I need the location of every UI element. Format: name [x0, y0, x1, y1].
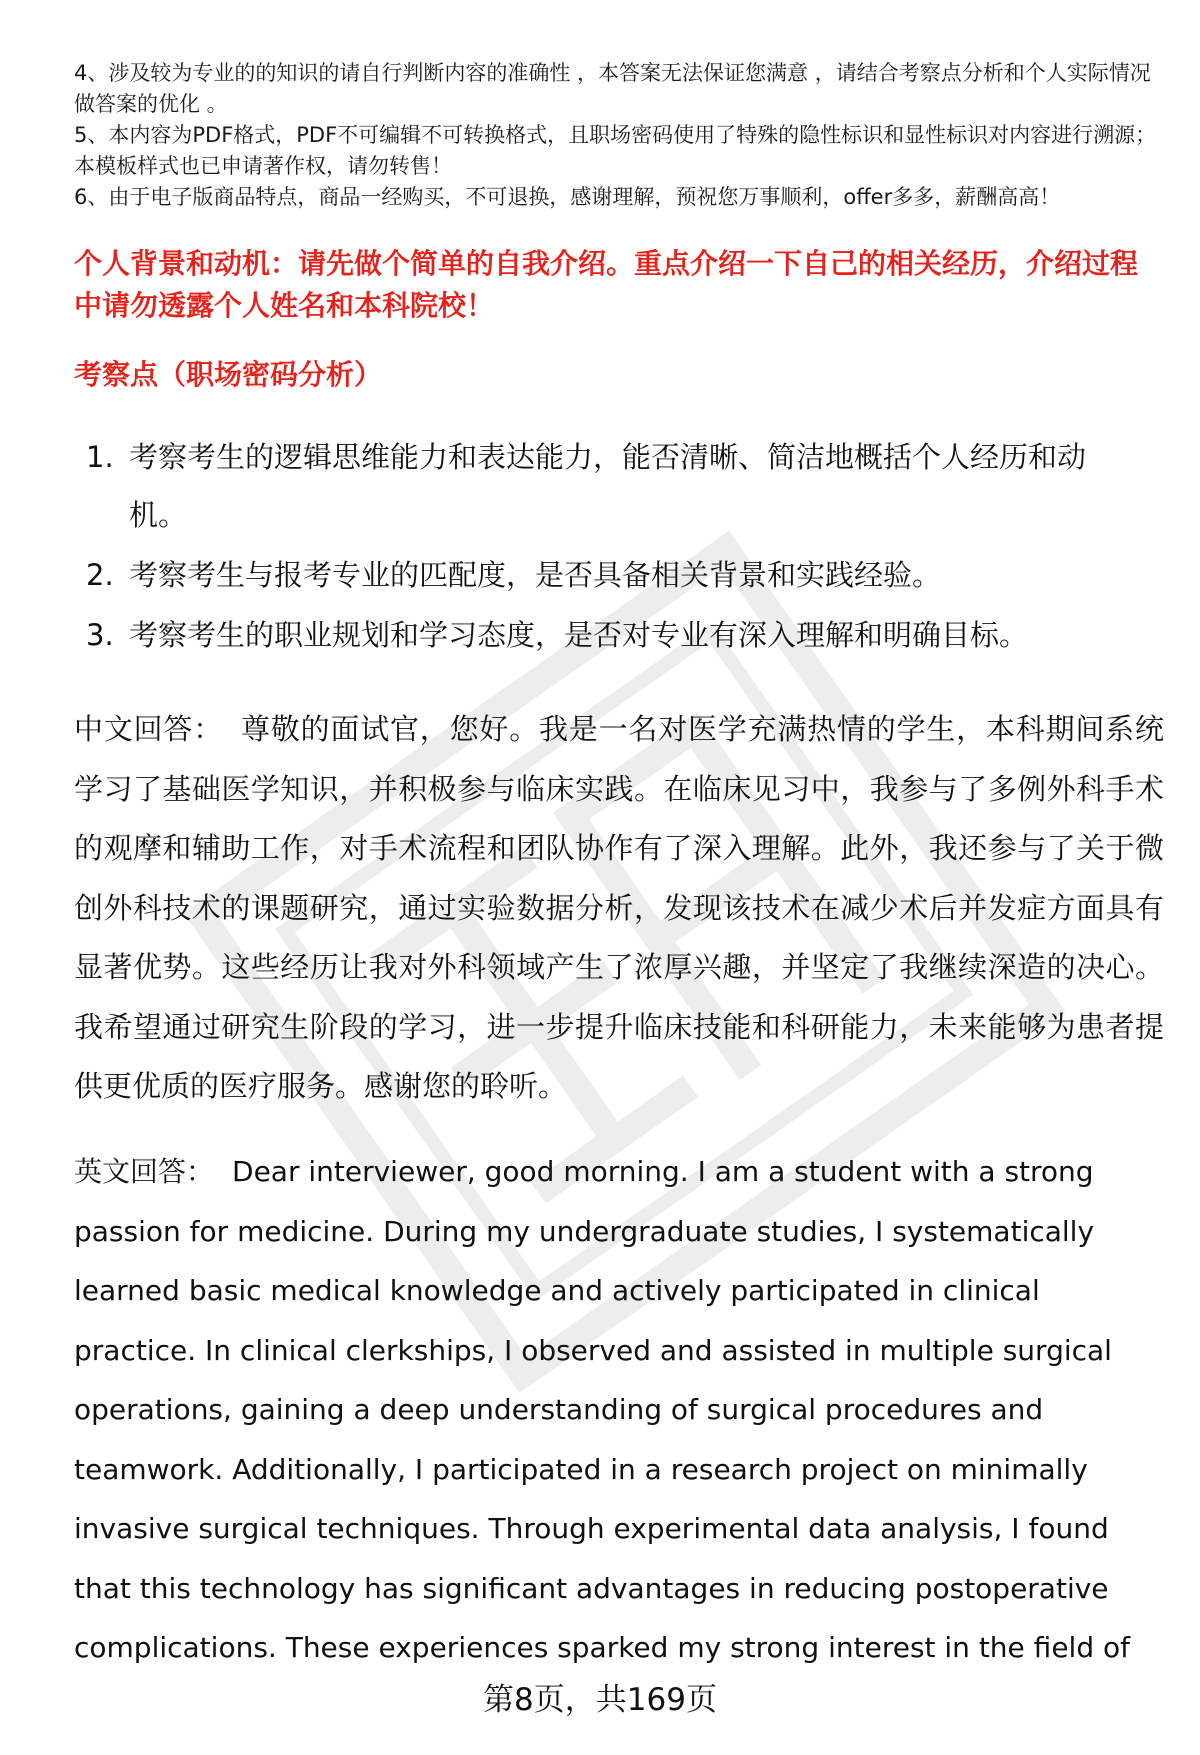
list-item-number: 1. — [86, 440, 114, 474]
list-item-text: 考察考生与报考专业的匹配度，是否具备相关背景和实践经验。 — [129, 558, 942, 592]
page-number: 第8页，共169页 — [483, 1682, 717, 1718]
chinese-answer-label: 中文回答： — [74, 712, 223, 746]
note-item: 5、本内容为PDF格式，PDF不可编辑不可转换格式，且职场密码使用了特殊的隐性标识和显性标识对内容进行溯源；本模板样式也已申请著作权，请勿转售！ — [74, 123, 1157, 178]
assessment-points-list — [74, 428, 1134, 666]
list-item — [74, 546, 1134, 604]
chinese-answer — [74, 700, 1164, 1117]
chinese-answer-text: 尊敬的面试官，您好。我是一名对医学充满热情的学生，本科期间系统学习了基础医学知识，并积极参与临床实践。在临床见习中，我参与了多例外科手术的观摩和辅助工作，对手术流程和团队协作有了深入理解。此外，我还参与了关于微创外科技术的课题研究，通过实验数据分析，发现该技术在减少术后并发症方面具有显著优势。这些经历让我对外科领域产生了浓厚兴趣，并坚定了我继续深造的决心。我希望通过研究生阶段的学习，进一步提升临床技能和科研能力，未来能够为患者提供更优质的医疗服务。感谢您的聆听。 — [74, 712, 1164, 1103]
purchase-notes — [74, 58, 1164, 213]
note-item: 4、涉及较为专业的的知识的请自行判断内容的准确性 ，本答案无法保证您满意 ，请结合考察点分析和个人实际情况做答案的优化 。 — [74, 61, 1151, 116]
english-answer-text: Dear interviewer, good morning. I am a student with a strong passion for medicine. During my undergraduate studies, I systematically learned basic medical knowledge and actively participated in clinical practice. In clinical clerkships, I observed and assisted in multiple surgical operations, gaining a deep understanding of surgical procedures and teamwork. Additionally, I participated in a research project on minimally invasive surgical techniques. Through experimental data analysis, I found that this technology has significant advantages in reducing postoperative complications. These experiences sparked my strong interest in the field of — [74, 1155, 1130, 1664]
english-answer-label: 英文回答： — [74, 1155, 215, 1188]
list-item-number: 3. — [86, 618, 114, 652]
list-item — [74, 428, 1134, 544]
note-item: 6、由于电子版商品特点，商品一经购买，不可退换，感谢理解，预祝您万事顺利，offer多多，薪酬高高！ — [74, 185, 1061, 209]
list-item — [74, 606, 1134, 664]
question-heading: 个人背景和动机：请先做个简单的自我介绍。重点介绍一下自己的相关经历，介绍过程中请勿透露个人姓名和本科院校！ — [74, 247, 1139, 322]
list-item-text: 考察考生的职业规划和学习态度，是否对专业有深入理解和明确目标。 — [129, 618, 1029, 652]
assessment-points-heading: 考察点（职场密码分析） — [74, 358, 383, 391]
list-item-text: 考察考生的逻辑思维能力和表达能力，能否清晰、简洁地概括个人经历和动机。 — [129, 440, 1087, 532]
list-item-number: 2. — [86, 558, 114, 592]
english-answer — [74, 1142, 1164, 1678]
